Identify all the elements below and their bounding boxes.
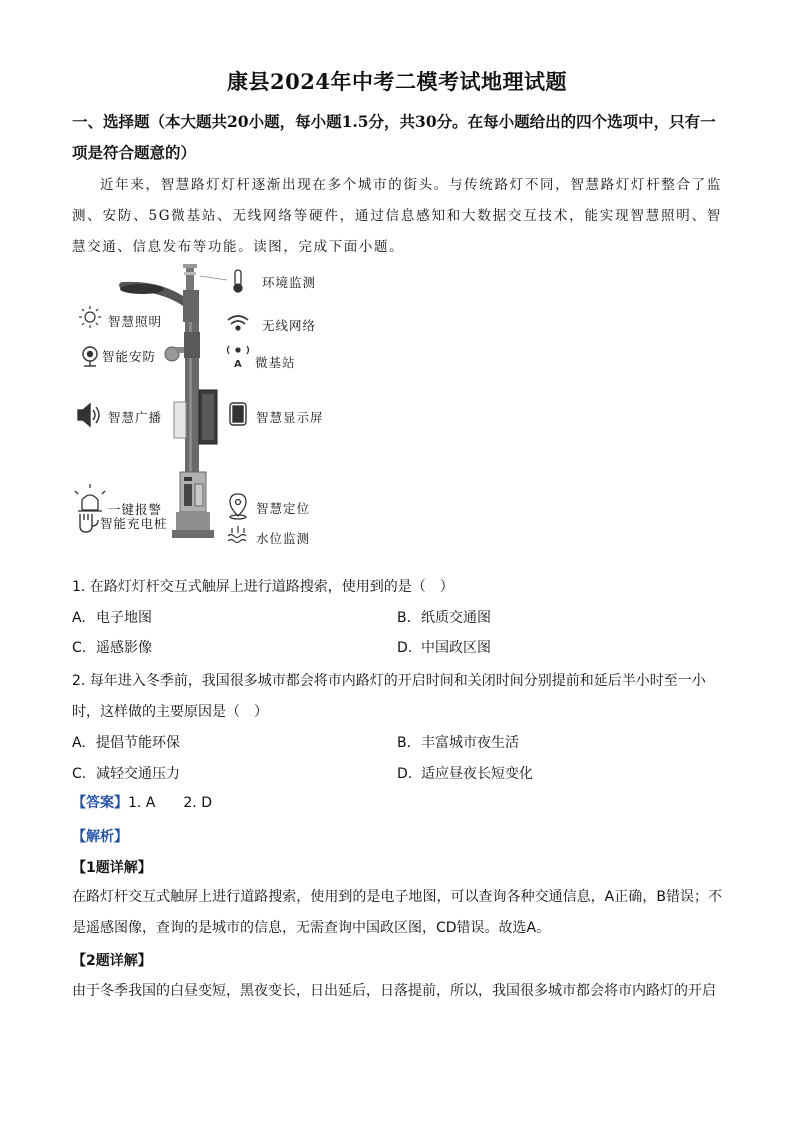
- q1-option-d[interactable]: D. 中国政区图: [397, 640, 491, 656]
- speaker-icon: [78, 404, 99, 426]
- label-broadcast: 智慧广播: [108, 410, 163, 425]
- q1-option-b[interactable]: B. 纸质交通图: [397, 610, 491, 626]
- wifi-box: [183, 290, 199, 322]
- question-1-stem: 1. 在路灯灯杆交互式触屏上进行道路搜索，使用到的是（ ）: [72, 579, 454, 595]
- location-icon: [230, 494, 246, 519]
- antenna-icon: [228, 346, 249, 370]
- label-smart-light: 智慧照明: [108, 314, 163, 329]
- smart-lamp-figure: [72, 262, 342, 562]
- question-2-stem: 2. 每年进入冬季前，我国很多城市都会将市内路灯的开启时间和关闭时间分别提前和延后半小时至一小时，这样做的主要原因是（ ）: [72, 673, 706, 720]
- answer-text: 1. A 2. D: [128, 795, 212, 811]
- detail-2-tag: 【2题详解】: [72, 953, 152, 969]
- label-locate: 智慧定位: [256, 501, 311, 516]
- q2-option-a[interactable]: A. 提倡节能环保: [72, 735, 180, 751]
- label-display: 智慧显示屏: [256, 410, 324, 425]
- label-alarm: 一键报警: [108, 502, 163, 517]
- sun-icon: [79, 306, 101, 328]
- label-charging: 智能充电桩: [100, 516, 168, 531]
- reading-passage: 近年来，智慧路灯灯杆逐渐出现在多个城市的街头。与传统路灯不同，智慧路灯灯杆整合了监测、安防、5G微基站、无线网络等硬件，通过信息感知和大数据交互技术，能实现智慧照明、智慧交通、信息发布等功能。读图，完成下面小题。: [72, 177, 722, 255]
- water-icon: [228, 526, 246, 543]
- answer-tag: 【答案】: [72, 795, 128, 811]
- q2-option-d[interactable]: D. 适应昼夜长短变化: [397, 766, 533, 782]
- display-icon: [230, 403, 246, 425]
- q1-option-c[interactable]: C. 遥感影像: [72, 640, 152, 656]
- wifi-icon: [228, 316, 248, 330]
- sensor-mast: [186, 266, 194, 290]
- thermometer-icon: [234, 270, 242, 292]
- label-security: 智能安防: [102, 349, 157, 364]
- answer-line: [72, 792, 212, 812]
- q2-option-c[interactable]: C. 减轻交通压力: [72, 766, 180, 782]
- q1-option-a[interactable]: A. 电子地图: [72, 610, 152, 626]
- q2-option-b[interactable]: B. 丰富城市夜生活: [397, 735, 519, 751]
- page-title: 康县2024年中考二模考试地理试题: [227, 69, 567, 94]
- label-env-monitor: 环境监测: [262, 275, 317, 290]
- pole-base: [172, 530, 214, 538]
- analysis-tag: 【解析】: [72, 829, 128, 845]
- lamp-head: [120, 284, 164, 294]
- plug-icon: [80, 514, 98, 532]
- alarm-icon: [75, 484, 105, 511]
- label-wifi: 无线网络: [262, 318, 317, 333]
- detail-1-tag: 【1题详解】: [72, 860, 152, 876]
- label-water-level: 水位监测: [256, 531, 311, 546]
- detail-1-text: 在路灯杆交互式触屏上进行道路搜索，使用到的是电子地图，可以查询各种交通信息，A正确，B错误；不是遥感图像，查询的是城市的信息，无需查询中国政区图，CD错误。故选A。: [72, 889, 722, 936]
- speaker: [174, 402, 186, 438]
- label-micro-station: 微基站: [255, 355, 296, 370]
- security-icon: [83, 347, 97, 366]
- section-heading: 一、选择题（本大题共20小题，每小题1.5分，共30分。在每小题给出的四个选项中，只有一项是符合题意的）: [72, 112, 716, 162]
- detail-2-text: 由于冬季我国的白昼变短，黑夜变长，日出延后，日落提前，所以，我国很多城市都会将市内路灯的开启: [72, 983, 716, 999]
- svg-text:A: A: [234, 359, 242, 370]
